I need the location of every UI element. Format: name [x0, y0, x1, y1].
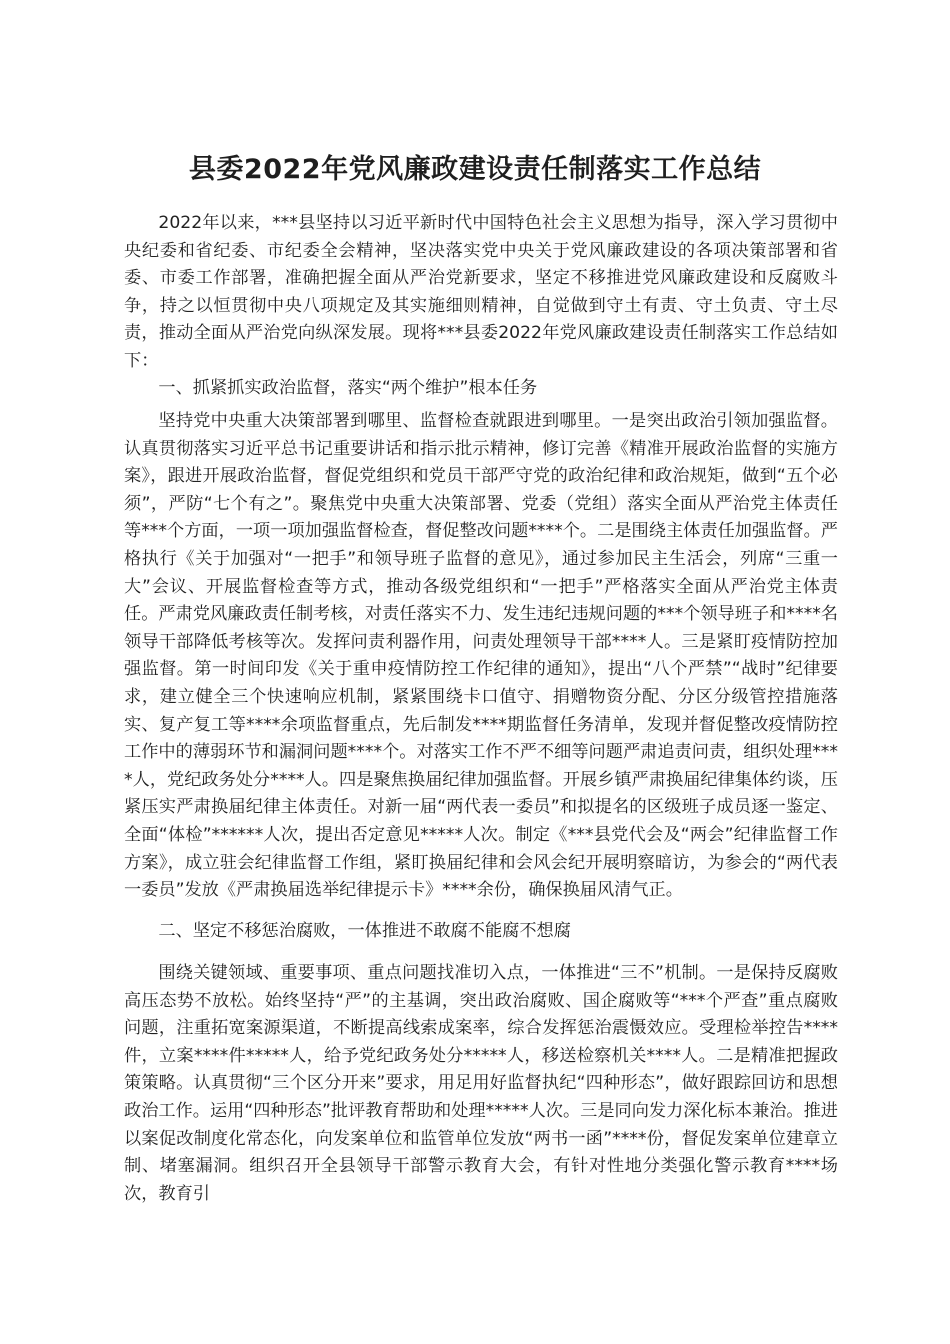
intro-paragraph: [124, 210, 838, 376]
section-1-text: 坚持党中央重大决策部署到哪里、监督检查就跟进到哪里。一是突出政治引领加强监督。认真贯彻落实习近平总书记重要讲话和指示批示精神，修订完善《精准开展政治监督的实施方案》，跟进开展政治监督，督促党组织和党员干部严守党的政治纪律和政治规矩，做到“五个必须”，严防“七个有之”。聚焦党中央重大决策部署、党委（党组）落实全面从严治党主体责任等***个方面，一项一项加强监督检查，督促整改问题****个。二是围绕主体责任加强监督。严格执行《关于加强对“一把手”和领导班子监督的意见》，通过参加民主生活会，列席“三重一大”会议、开展监督检查等方式，推动各级党组织和“一把手”严格落实全面从严治党主体责任。严肃党风廉政责任制考核，对责任落实不力、发生违纪违规问题的***个领导班子和****名领导干部降低考核等次。发挥问责利器作用，问责处理领导干部****人。三是紧盯疫情防控加强监督。第一时间印发《关于重申疫情防控工作纪律的通知》，提出“八个严禁”“战时”纪律要求，建立健全三个快速响应机制，紧紧围绕卡口值守、捐赠物资分配、分区分级管控措施落实、复产复工等****余项监督重点，先后制发****期监督任务清单，发现并督促整改疫情防控工作中的薄弱环节和漏洞问题****个。对落实工作不严不细等问题严肃追责问责，组织处理****人，党纪政务处分****人。四是聚焦换届纪律加强监督。开展乡镇严肃换届纪律集体约谈，压紧压实严肃换届纪律主体责任。对新一届“两代表一委员”和拟提名的区级班子成员逐一鉴定、全面“体检”******人次，提出否定意见*****人次。制定《***县党代会及“两会”纪律监督工作方案》，成立驻会纪律监督工作组，紧盯换届纪律和会风会纪开展明察暗访，为参会的“两代表一委员”发放《严肃换届选举纪律提示卡》****余份，确保换届风清气正。: [124, 411, 838, 901]
section-1-paragraph: [124, 408, 838, 905]
section-1-heading: 一、抓紧抓实政治监督，落实“两个维护”根本任务: [158, 378, 538, 398]
section-1-heading-block: [124, 375, 838, 403]
section-2-heading-block: [124, 918, 838, 946]
section-2-paragraph: [124, 960, 838, 1208]
section-2-heading: 二、坚定不移惩治腐败，一体推进不敢腐不能腐不想腐: [158, 921, 571, 941]
intro-text: 2022年以来，***县坚持以习近平新时代中国特色社会主义思想为指导，深入学习贯彻中央纪委和省纪委、市纪委全会精神，坚决落实党中央关于党风廉政建设的各项决策部署和省委、市委工作部署，准确把握全面从严治党新要求，坚定不移推进党风廉政建设和反腐败斗争，持之以恒贯彻中央八项规定及其实施细则精神，自觉做到守土有责、守土负责、守土尽责，推动全面从严治党向纵深发展。现将***县委2022年党风廉政建设责任制落实工作总结如下：: [124, 213, 838, 371]
section-2-text: 围绕关键领域、重要事项、重点问题找准切入点，一体推进“三不”机制。一是保持反腐败高压态势不放松。始终坚持“严”的主基调，突出政治腐败、国企腐败等“***个严查”重点腐败问题，注重拓宽案源渠道，不断提高线索成案率，综合发挥惩治震慑效应。受理检举控告****件，立案****件*****人，给予党纪政务处分*****人，移送检察机关****人。二是精准把握政策策略。认真贯彻“三个区分开来”要求，用足用好监督执纪“四种形态”，做好跟踪回访和思想政治工作。运用“四种形态”批评教育帮助和处理*****人次。三是同向发力深化标本兼治。推进以案促改制度化常态化，向发案单位和监管单位发放“两书一函”****份，督促发案单位建章立制、堵塞漏洞。组织召开全县领导干部警示教育大会，有针对性地分类强化警示教育****场次，教育引: [124, 963, 838, 1204]
document-title: 县委2022年党风廉政建设责任制落实工作总结: [188, 154, 762, 185]
